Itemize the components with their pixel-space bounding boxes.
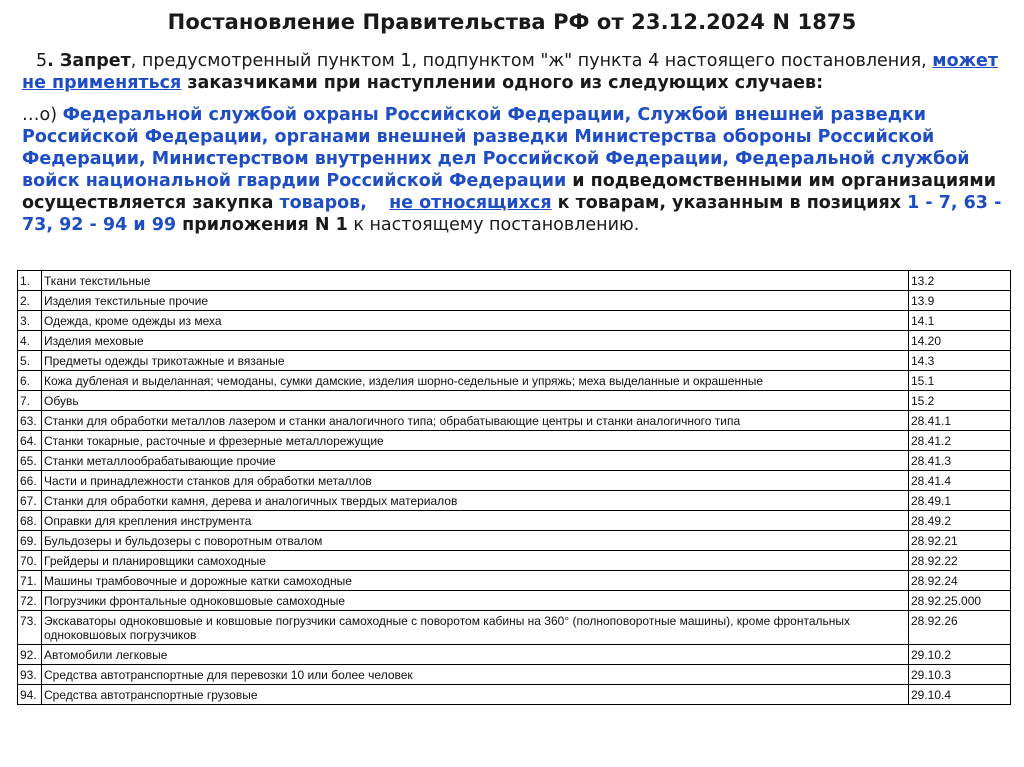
- table-row: [18, 351, 1011, 371]
- row-code: 15.2: [909, 391, 1011, 411]
- row-code: 29.10.2: [909, 645, 1011, 665]
- goods-table-body: [18, 271, 1011, 705]
- row-name: Кожа дубленая и выделанная; чемоданы, сумки дамские, изделия шорно-седельные и упряжь; меха выделанные и окрашенные: [42, 371, 909, 391]
- para2-text-4: к настоящему постановлению.: [347, 215, 640, 235]
- row-code: 28.41.1: [909, 411, 1011, 431]
- table-row: [18, 685, 1011, 705]
- para2-text-3: приложения: [176, 215, 315, 235]
- row-code: 28.41.3: [909, 451, 1011, 471]
- row-code: 28.49.2: [909, 511, 1011, 531]
- federal-agencies-text: Федеральной службой охраны Российской Федерации, Службой внешней разведки Российской Федерации, органами внешней разведки Министерства обороны Российской Федерации, Министерством внутренних дел Российской Федерации, Федеральной службой войск национальной гвардии Российской Федерации: [22, 105, 970, 191]
- para1-text-1: , предусмотренный пунктом 1, подпунктом "ж" пункта 4 настоящего постановления,: [130, 51, 933, 71]
- row-number: 1.: [18, 271, 42, 291]
- row-name: Станки токарные, расточные и фрезерные металлорежущие: [42, 431, 909, 451]
- zapret-text: . Запрет: [47, 51, 131, 71]
- row-name: Погрузчики фронтальные одноковшовые самоходные: [42, 591, 909, 611]
- table-row: [18, 431, 1011, 451]
- row-number: 72.: [18, 591, 42, 611]
- table-row: [18, 551, 1011, 571]
- row-number: 68.: [18, 511, 42, 531]
- table-row: [18, 491, 1011, 511]
- table-row: [18, 665, 1011, 685]
- row-code: 28.92.25.000: [909, 591, 1011, 611]
- para1-text-2: заказчиками при наступлении одного из следующих случаев:: [181, 73, 824, 93]
- tovarov-text: товаров,: [279, 193, 367, 213]
- row-name: Изделия текстильные прочие: [42, 291, 909, 311]
- row-code: 28.41.4: [909, 471, 1011, 491]
- row-code: 15.1: [909, 371, 1011, 391]
- row-number: 92.: [18, 645, 42, 665]
- row-code: 28.92.26: [909, 611, 1011, 645]
- goods-table: [17, 270, 1011, 705]
- table-row: [18, 451, 1011, 471]
- table-row: [18, 531, 1011, 551]
- row-name: Грейдеры и планировщики самоходные: [42, 551, 909, 571]
- row-name: Машины трамбовочные и дорожные катки самоходные: [42, 571, 909, 591]
- positions-text: 1 - 7, 63 - 73, 92 - 94 и 99: [22, 193, 1002, 235]
- annex-number: N 1: [314, 215, 348, 235]
- row-name: Предметы одежды трикотажные и вязаные: [42, 351, 909, 371]
- table-row: [18, 391, 1011, 411]
- row-name: Средства автотранспортные грузовые: [42, 685, 909, 705]
- row-number: 71.: [18, 571, 42, 591]
- row-number: 66.: [18, 471, 42, 491]
- table-row: [18, 571, 1011, 591]
- paragraph-5: [22, 50, 1002, 94]
- row-code: 14.20: [909, 331, 1011, 351]
- row-name: Части и принадлежности станков для обработки металлов: [42, 471, 909, 491]
- para2-text-1: и подведомственными им организациями осуществляется закупка: [22, 171, 996, 213]
- table-row: [18, 411, 1011, 431]
- row-number: 6.: [18, 371, 42, 391]
- row-code: 28.49.1: [909, 491, 1011, 511]
- table-row: [18, 291, 1011, 311]
- row-number: 69.: [18, 531, 42, 551]
- row-code: 28.92.22: [909, 551, 1011, 571]
- table-row: [18, 645, 1011, 665]
- row-number: 73.: [18, 611, 42, 645]
- row-code: 13.2: [909, 271, 1011, 291]
- row-number: 4.: [18, 331, 42, 351]
- row-name: Бульдозеры и бульдозеры с поворотным отвалом: [42, 531, 909, 551]
- row-name: Обувь: [42, 391, 909, 411]
- row-name: Станки для обработки металлов лазером и станки аналогичного типа; обрабатывающие центры и станки аналогичного типа: [42, 411, 909, 431]
- row-number: 2.: [18, 291, 42, 311]
- row-number: 3.: [18, 311, 42, 331]
- table-row: [18, 471, 1011, 491]
- ne-otnosyashchikhsya-link[interactable]: не относящихся: [389, 193, 552, 213]
- table-row: [18, 371, 1011, 391]
- row-name: Оправки для крепления инструмента: [42, 511, 909, 531]
- row-number: 94.: [18, 685, 42, 705]
- row-number: 65.: [18, 451, 42, 471]
- table-row: [18, 611, 1011, 645]
- row-name: Изделия меховые: [42, 331, 909, 351]
- row-number: 70.: [18, 551, 42, 571]
- row-number: 64.: [18, 431, 42, 451]
- row-name: Экскаваторы одноковшовые и ковшовые погрузчики самоходные с поворотом кабины на 360° (полноповоротные машины), кроме фронтальных одноковшовых погрузчиков: [42, 611, 909, 645]
- row-name: Одежда, кроме одежды из меха: [42, 311, 909, 331]
- row-code: 14.1: [909, 311, 1011, 331]
- row-code: 28.92.21: [909, 531, 1011, 551]
- row-name: Станки для обработки камня, дерева и аналогичных твердых материалов: [42, 491, 909, 511]
- row-name: Ткани текстильные: [42, 271, 909, 291]
- row-name: Автомобили легковые: [42, 645, 909, 665]
- row-code: 29.10.4: [909, 685, 1011, 705]
- table-row: [18, 311, 1011, 331]
- row-number: 63.: [18, 411, 42, 431]
- row-code: 14.3: [909, 351, 1011, 371]
- page-title: Постановление Правительства РФ от 23.12.2024 N 1875: [167, 10, 857, 34]
- para2-text-2: к товарам, указанным в позициях: [551, 193, 908, 213]
- table-row: [18, 511, 1011, 531]
- mozhet-link[interactable]: может: [932, 51, 999, 71]
- para-number: 5: [36, 51, 48, 71]
- row-number: 5.: [18, 351, 42, 371]
- row-name: Средства автотранспортные для перевозки 10 или более человек: [42, 665, 909, 685]
- row-name: Станки металлообрабатывающие прочие: [42, 451, 909, 471]
- para2-lead: …о): [22, 105, 63, 125]
- paragraph-o: [22, 104, 1002, 236]
- table-row: [18, 271, 1011, 291]
- row-number: 7.: [18, 391, 42, 411]
- row-code: 28.41.2: [909, 431, 1011, 451]
- row-code: 13.9: [909, 291, 1011, 311]
- row-code: 29.10.3: [909, 665, 1011, 685]
- row-number: 93.: [18, 665, 42, 685]
- table-row: [18, 591, 1011, 611]
- row-code: 28.92.24: [909, 571, 1011, 591]
- ne-primenyatsya-link[interactable]: не применяться: [22, 73, 182, 93]
- table-row: [18, 331, 1011, 351]
- row-number: 67.: [18, 491, 42, 511]
